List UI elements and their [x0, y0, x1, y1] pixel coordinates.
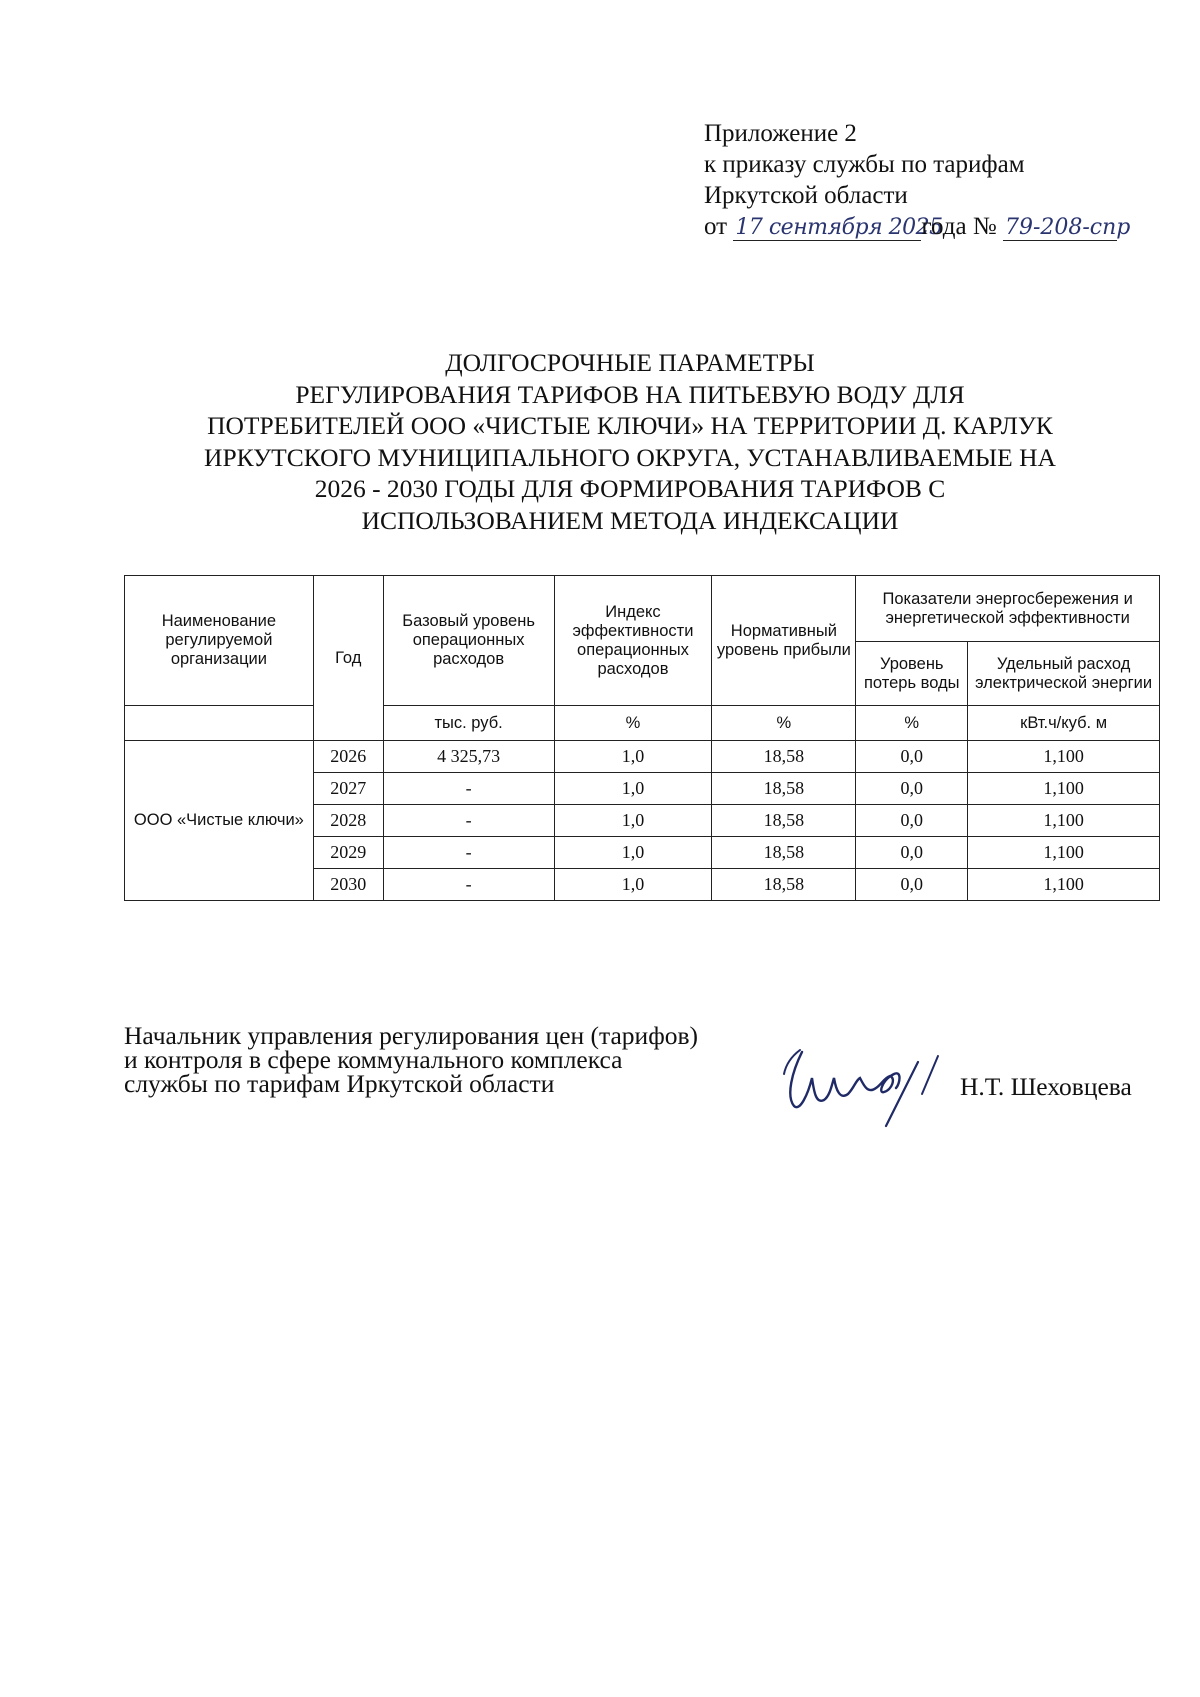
title-line-2: РЕГУЛИРОВАНИЯ ТАРИФОВ НА ПИТЬЕВУЮ ВОДУ ДЛЯ: [295, 379, 965, 409]
cell-profit: 18,58: [712, 805, 856, 837]
title-line-4: ИРКУТСКОГО МУНИЦИПАЛЬНОГО ОКРУГА, УСТАНАВЛИВАЕМЫЕ НА: [204, 442, 1056, 472]
signer-name: Н.Т. Шеховцева: [960, 1072, 1132, 1101]
unit-index: %: [554, 706, 712, 741]
cell-profit: 18,58: [712, 837, 856, 869]
cell-specific: 1,100: [968, 837, 1160, 869]
signature-position: [124, 1021, 698, 1098]
appendix-year-word: года №: [921, 213, 997, 240]
cell-base: -: [383, 805, 554, 837]
appendix-header: [704, 118, 1131, 242]
cell-index: 1,0: [554, 837, 712, 869]
tariff-parameters-table: [124, 575, 1160, 901]
cell-base: -: [383, 837, 554, 869]
handwritten-signature-icon: [772, 1034, 950, 1130]
units-row: [125, 706, 1160, 741]
cell-year: 2028: [313, 805, 383, 837]
header-base-level: Базовый уровень операционных расходов: [383, 576, 554, 706]
cell-index: 1,0: [554, 773, 712, 805]
header-organization: Наименование регулируемой организации: [125, 576, 314, 706]
header-specific-consumption: Удельный расход электрической энергии: [968, 642, 1160, 706]
cell-profit: 18,58: [712, 869, 856, 901]
cell-year: 2026: [313, 741, 383, 773]
cell-specific: 1,100: [968, 869, 1160, 901]
handwritten-date: 17 сентября 2025: [735, 215, 943, 240]
cell-index: 1,0: [554, 805, 712, 837]
appendix-line-1: Приложение 2: [704, 120, 857, 147]
cell-profit: 18,58: [712, 773, 856, 805]
cell-year: 2027: [313, 773, 383, 805]
cell-losses: 0,0: [856, 805, 968, 837]
cell-base: -: [383, 773, 554, 805]
cell-losses: 0,0: [856, 741, 968, 773]
unit-base: тыс. руб.: [383, 706, 554, 741]
cell-year: 2029: [313, 837, 383, 869]
unit-profit: %: [712, 706, 856, 741]
cell-index: 1,0: [554, 741, 712, 773]
position-line-2: и контроля в сфере коммунального комплекса: [124, 1045, 623, 1074]
title-line-5: 2026 - 2030 ГОДЫ ДЛЯ ФОРМИРОВАНИЯ ТАРИФОВ С: [314, 474, 946, 503]
appendix-date-line: [704, 211, 1131, 242]
header-water-losses: Уровень потерь воды: [856, 642, 968, 706]
cell-specific: 1,100: [968, 741, 1160, 773]
appendix-line-3: Иркутской области: [704, 182, 908, 209]
appendix-line-2: к приказу службы по тарифам: [704, 151, 1025, 178]
cell-specific: 1,100: [968, 773, 1160, 805]
position-line-1: Начальник управления регулирования цен (тарифов): [124, 1021, 698, 1050]
organization-name: ООО «Чистые ключи»: [125, 741, 314, 901]
header-profit-level: Нормативный уровень прибыли: [712, 576, 856, 706]
cell-year: 2030: [313, 869, 383, 901]
position-line-3: службы по тарифам Иркутской области: [124, 1069, 555, 1098]
cell-profit: 18,58: [712, 741, 856, 773]
table-row: [125, 741, 1160, 773]
handwritten-order-number: 79-208-спр: [1004, 215, 1131, 240]
cell-base: 4 325,73: [383, 741, 554, 773]
unit-specific: кВт.ч/куб. м: [968, 706, 1160, 741]
cell-index: 1,0: [554, 869, 712, 901]
appendix-prefix: от: [704, 213, 728, 240]
document-title: [200, 347, 1060, 536]
header-year: Год: [313, 576, 383, 741]
cell-base: -: [383, 869, 554, 901]
title-line-3: ПОТРЕБИТЕЛЕЙ ООО «ЧИСТЫЕ КЛЮЧИ» НА ТЕРРИТОРИИ Д. КАРЛУК: [207, 411, 1053, 440]
cell-specific: 1,100: [968, 805, 1160, 837]
cell-losses: 0,0: [856, 837, 968, 869]
cell-losses: 0,0: [856, 773, 968, 805]
title-line-1: ДОЛГОСРОЧНЫЕ ПАРАМЕТРЫ: [445, 348, 815, 377]
cell-losses: 0,0: [856, 869, 968, 901]
header-energy-group: Показатели энергосбережения и энергетической эффективности: [856, 576, 1160, 642]
unit-losses: %: [856, 706, 968, 741]
unit-organization-empty: [125, 706, 314, 741]
header-efficiency-index: Индекс эффективности операционных расходов: [554, 576, 712, 706]
header-row-top: [125, 576, 1160, 642]
title-line-6: ИСПОЛЬЗОВАНИЕМ МЕТОДА ИНДЕКСАЦИИ: [361, 505, 899, 535]
